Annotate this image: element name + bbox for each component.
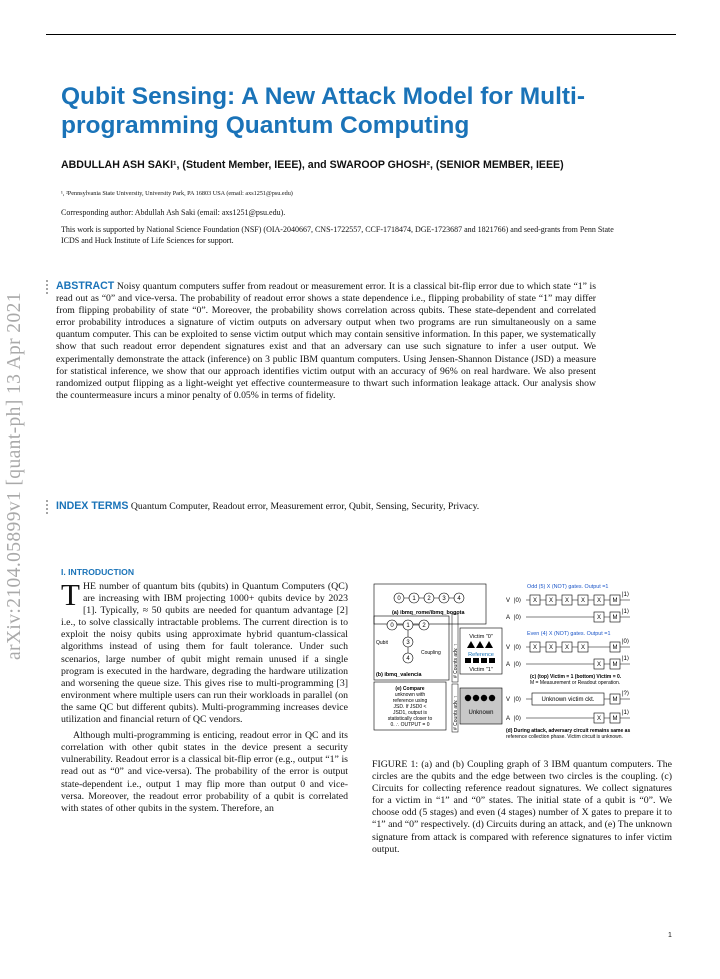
odd-v-out: |1⟩	[622, 592, 630, 598]
odd-x-3: X	[564, 598, 570, 604]
d-v-label: V	[506, 697, 511, 703]
unknown-signature-box	[452, 684, 502, 732]
odd-x-5: X	[596, 598, 602, 604]
d-a-ket: |0⟩	[514, 716, 522, 722]
b-coupling-label: Coupling	[421, 650, 441, 656]
reference-label: Reference	[468, 652, 494, 658]
section-heading: I. INTRODUCTION	[61, 567, 135, 577]
page-number: 1	[668, 932, 672, 939]
even-a-out: |1⟩	[622, 656, 630, 662]
even-a-ket: |0⟩	[514, 662, 522, 668]
unknown-circuit-label: Unknown victim ckt.	[541, 697, 595, 703]
odd-m-a: M	[612, 615, 618, 621]
b-node-2: 2	[422, 623, 426, 629]
odd-a-ket: |0⟩	[514, 615, 522, 621]
counts-label-unknown: # Counts adv. ↑	[453, 695, 459, 730]
odd-a-out: |1⟩	[622, 609, 630, 615]
d-a-out: |1⟩	[622, 710, 630, 716]
odd-v-ket: |0⟩	[514, 598, 522, 604]
b-node-4: 4	[406, 656, 410, 662]
index-dots	[46, 500, 50, 516]
body-column-left	[61, 577, 348, 815]
counts-label-ref: # Counts adv. ↑	[453, 643, 459, 678]
even-v-out: |0⟩	[622, 639, 630, 645]
odd-x-2: X	[548, 598, 554, 604]
even-x-1: X	[532, 645, 538, 651]
d-caption-1: (d) During attack, adversary circuit remains same as	[506, 728, 631, 734]
panel-c-even	[506, 631, 630, 686]
c-caption-1: (c) (top) Victim = 1 (bottom) Victim = 0.	[530, 674, 622, 680]
odd-v-label: V	[506, 598, 511, 604]
abstract	[56, 280, 596, 402]
panel-a	[374, 584, 486, 624]
d-a-label: A	[506, 716, 511, 722]
panel-e	[374, 682, 446, 730]
odd-x-4: X	[580, 598, 586, 604]
d-x-a: X	[596, 716, 602, 722]
top-rule	[46, 34, 676, 35]
funding-note: This work is supported by National Science Foundation (NSF) (OIA-2040667, CNS-1722557, CCF-1718474, DGE-1723687 and 1821766) and seed-grants from Penn State ICDS and Huck Institute of Life Sciences for support.	[61, 225, 614, 245]
intro-paragraph-2: Although multi-programming is enticing, readout error in QC and its correlation with other qubit states in the device present a security vulnerability. Readout error is a classical bit-flip error (e.g., output “1” is read out as “0” and vice-versa). The probability of the error is output state-dependent i.e., output 1 may flip more than output 0 and vice-versa. Moreover, the readout error probability of a qubit is correlated with states of other qubits in the system. Therefore, an	[61, 730, 348, 814]
index-text: Quantum Computer, Readout error, Measurement error, Qubit, Sensing, Security, Privacy.	[130, 501, 480, 512]
c-caption-2: M = Measurement or Readout operation.	[530, 680, 621, 686]
panel-c-odd	[506, 584, 630, 622]
odd-m-v: M	[612, 598, 618, 604]
figure-1-diagram	[372, 580, 672, 756]
e-line-1: unknown with	[394, 692, 426, 698]
unknown-label: Unknown	[468, 710, 494, 716]
b-label: (b) ibmq_valencia	[376, 672, 422, 678]
even-x-4: X	[580, 645, 586, 651]
abstract-label: ABSTRACT	[56, 280, 115, 292]
a-node-2: 2	[427, 596, 431, 602]
paper-title: Qubit Sensing: A New Attack Model for Multi-programming Quantum Computing	[61, 83, 586, 139]
a-node-3: 3	[442, 596, 446, 602]
a-node-0: 0	[397, 596, 401, 602]
e-line-5: statistically closer to	[387, 716, 433, 722]
abstract-text: Noisy quantum computers suffer from readout or measurement error. It is a classical bit-flip error due to which state “1” is read out as “0” and vice-versa. The probability of readout error shows a state dependence i.e., flipping probability of state “1” may differ from flipping probability of state “0”. Moreover, the probability shows correlation across qubits. These state-dependent and correlated error probability introduces a signature of victim outputs on adversary output when two programs are run simultaneously on a same quantum computer. This can be exploited to sense victim output which may contain sensitive information. In this paper, we systematically show that such readout error dependent signatures exist and that an adversary can use such signature to infer a user output. We experimentally demonstrate the attack (inference) on 3 public IBM quantum computers. Using Jensen-Shannon Distance (JSD) a measure for statistical inference, we show that our approach identifies victim output with an accuracy of 96% on real hardware. We also present randomized output flipping as a light-weight yet effective countermeasure to thwart such information leakage attack. Our analysis show the countermeasure incurs a minor penalty of 0.05% in terms of fidelity.	[56, 281, 597, 401]
even-x-a: X	[596, 662, 602, 668]
a-node-4: 4	[457, 596, 461, 602]
even-v-ket: |0⟩	[514, 645, 522, 651]
d-v-out: |?⟩	[622, 691, 630, 697]
odd-x-1: X	[532, 598, 538, 604]
a-node-1: 1	[412, 596, 416, 602]
even-x-2: X	[548, 645, 554, 651]
affiliation: ¹, ²Pennsylvania State University, University Park, PA 16803 USA (email: axs1251@psu.edu)	[61, 190, 293, 197]
e-line-3: JSD. If JSD0 <	[393, 704, 427, 710]
panel-d	[506, 690, 630, 740]
odd-a-label: A	[506, 615, 511, 621]
odd-x-a: X	[596, 615, 602, 621]
d-m-a: M	[612, 716, 618, 722]
intro-paragraph-1: HE number of quantum bits (qubits) in Quantum Computers (QC) are increasing with IBM projecting 1000+ qubits device by 2023 [1]. Typically, ≈ 50 qubits are needed for quantum advantage [2] i.e., to solve classically intractable problems. The current direction is to exploit the noisy qubits using approximate hybrid quantum-classical algorithms instead of using them for fault tolerance. Under such scenarios, large number of qubit might remain unused if a single program is executed in the hardware, degrading the hardware utilization and worsening the queue size. This gives rise to multi-programming [3] environment where multiple users can run their workloads in parallel (on the same QC but different qubits). Multi-programming increases device utilization and financial return of QC vendors.	[61, 581, 348, 726]
index-label: INDEX TERMS	[56, 500, 129, 512]
b-node-3: 3	[406, 640, 410, 646]
even-x-3: X	[564, 645, 570, 651]
e-line-2: reference using	[392, 698, 428, 704]
arxiv-stamp: arXiv:2104.05899v1 [quant-ph] 13 Apr 2021	[4, 292, 25, 660]
figure-1	[372, 580, 672, 756]
corresponding-author: Corresponding author: Abdullah Ash Saki (email: axs1251@psu.edu).	[61, 208, 286, 217]
even-m-v: M	[612, 645, 618, 651]
e-line-6: 0. ∴ OUTPUT = 0	[390, 722, 430, 728]
a-label: (a) ibmq_rome/ibmq_bogota	[392, 610, 465, 616]
b-node-0: 0	[390, 623, 394, 629]
victim-1-label: Victim “1”	[469, 667, 493, 673]
d-v-ket: |0⟩	[514, 697, 522, 703]
panel-b	[374, 616, 449, 680]
d-m-v: M	[612, 697, 618, 703]
odd-title: Odd (5) X (NOT) gates. Output =1	[527, 584, 609, 590]
even-m-a: M	[612, 662, 618, 668]
even-v-label: V	[506, 645, 511, 651]
even-title: Even (4) X (NOT) gates. Output =1	[527, 631, 611, 637]
e-line-0: (e) Compare	[395, 686, 425, 692]
victim-0-label: Victim “0”	[469, 634, 493, 640]
b-qubit-label: Qubit	[376, 640, 388, 646]
abstract-dots	[46, 280, 50, 296]
figure-caption: FIGURE 1: (a) and (b) Coupling graph of 3 IBM quantum computers. The circles are the qubits and the edge between two circles is the coupling. (c) Circuits for collecting reference readout signatures. We collect signatures for a victim in “1” and “0” states. The initial state of a qubit is “0”. We choose odd (5 stages) and even (4 stages) number of X gates to prepare it to “1” and “0” respectively. (d) Circuits during an attack, and (e) The unknown signature from attack is compared with reference signatures to infer victim output.	[372, 759, 672, 855]
e-line-4: JSD1, output is	[393, 710, 427, 716]
author-list: ABDULLAH ASH SAKI¹, (Student Member, IEEE), and SWAROOP GHOSH², (SENIOR MEMBER, IEEE)	[61, 159, 564, 171]
index-terms	[56, 500, 616, 512]
even-a-label: A	[506, 662, 511, 668]
d-caption-2: reference collection phase. Victim circuit is unknown.	[506, 734, 623, 740]
b-node-1: 1	[406, 623, 410, 629]
drop-cap: T	[61, 577, 80, 612]
